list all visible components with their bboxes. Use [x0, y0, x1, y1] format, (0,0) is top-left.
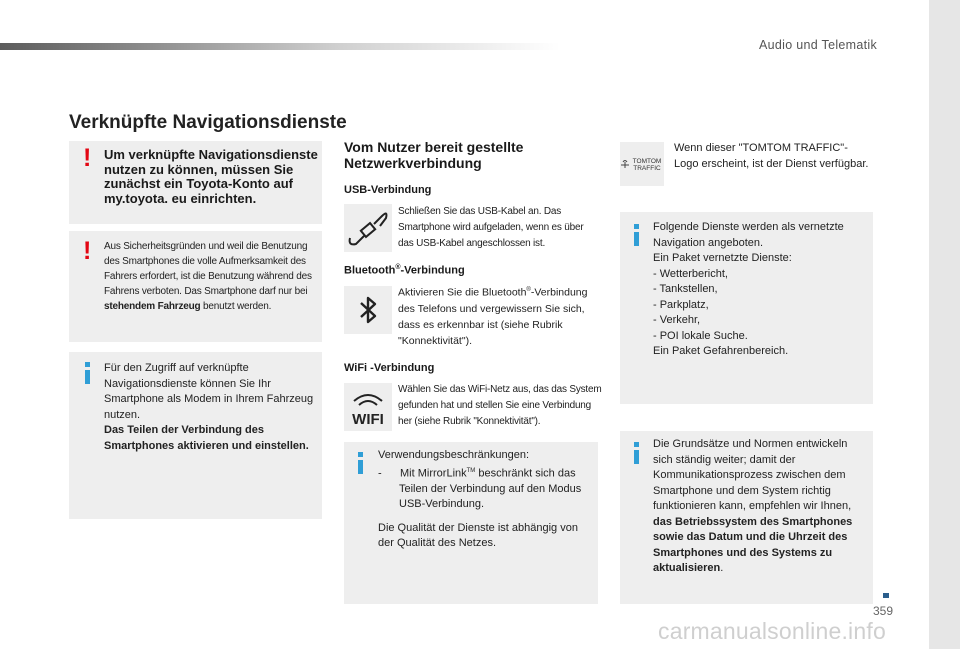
svg-text:TRAFFIC: TRAFFIC [633, 165, 661, 172]
tomtom-traffic-logo [620, 142, 664, 186]
services-text: Folgende Dienste werden als vernetzte Navigation angeboten. Ein Paket vernetzte Dienste: - Wetterbericht, - Tankstellen, - Parkplatz, - Verkehr, - POI lokale Suche. Ein Paket Gefahrenbereich. [653, 221, 844, 357]
info-icon [634, 224, 639, 246]
section-header: Audio und Telematik [759, 38, 878, 52]
info-icon [358, 452, 363, 474]
bluetooth-heading: Bluetooth®-Verbindung [344, 264, 465, 277]
tomtom-text: Wenn dieser "TOMTOM TRAFFIC"-Logo erscheint, ist der Dienst verfügbar. [674, 142, 869, 170]
info-icon [85, 362, 90, 384]
bluetooth-icon [344, 286, 392, 334]
warning-icon: ! [83, 237, 92, 265]
norms-text: Die Grundsätze und Normen entwickeln sich ständig weiter; damit der Kommunikationsprozess zwischen dem Smartphone und dem System richtig funktionieren kann, empfehlen wir Ihnen, das Betriebssystem des Smartphones sowie das Datum und die Uhrzeit des Smartphones und des Systems zu aktualisieren. [653, 438, 853, 574]
wifi-icon [344, 383, 392, 431]
warning-icon: ! [83, 144, 92, 172]
usb-heading: USB-Verbindung [344, 184, 432, 196]
usb-cable-icon [344, 204, 392, 252]
wifi-heading: WiFi -Verbindung [344, 362, 435, 374]
bluetooth-text: Aktivieren Sie die Bluetooth®-Verbindung des Telefons und vergewissern Sie sich, dass es erkennbar ist (siehe Rubrik "Konnektivität"). [398, 286, 588, 347]
usb-text: Schließen Sie das USB-Kabel an. Das Smartphone wird aufgeladen, wenn es über das USB-Kabel angeschlossen ist. [398, 206, 584, 249]
info-modem-text: Für den Zugriff auf verknüpfte Navigationsdienste können Sie Ihr Smartphone als Modem in Ihrem Fahrzeug nutzen. Das Teilen der Verbindung des Smartphones aktivieren und einstellen. [104, 362, 314, 452]
network-section-title: Vom Nutzer bereit gestellte Netzwerkverbindung [344, 139, 524, 171]
page-side-strip [929, 0, 960, 649]
warning-safety-text: Aus Sicherheitsgründen und weil die Benutzung des Smartphones die volle Aufmerksamkeit des Fahrers erfordert, ist die Benutzung während des Fahrens verboten. Das Smartphone darf nur bei stehendem Fahrzeug benutzt werden. [104, 241, 312, 312]
page-number: 359 [873, 604, 894, 618]
header-gradient-bar [0, 43, 560, 50]
limits-text: Verwendungsbeschränkungen: - Mit MirrorLink™ beschränkt sich das Teilen der Verbindung auf den Modus USB-Verbindung. Die Qualität der Dienste ist abhängig von der Qualität des Netzes. [378, 449, 582, 550]
watermark: carmanualsonline.info [658, 618, 886, 644]
page-marker [883, 593, 889, 598]
svg-text:WIFI: WIFI [352, 411, 384, 428]
page-title: Verknüpfte Navigationsdienste [69, 112, 347, 133]
warning-account-text: Um verknüpfte Navigationsdienste nutzen zu können, müssen Sie zunächst ein Toyota-Konto auf my.toyota. eu einrichten. [104, 147, 318, 206]
wifi-text: Wählen Sie das WiFi-Netz aus, das das System gefunden hat und stellen Sie eine Verbindung her (siehe Rubrik "Konnektivität"). [398, 384, 602, 427]
info-icon [634, 442, 639, 464]
svg-text:TOMTOM: TOMTOM [632, 158, 662, 165]
